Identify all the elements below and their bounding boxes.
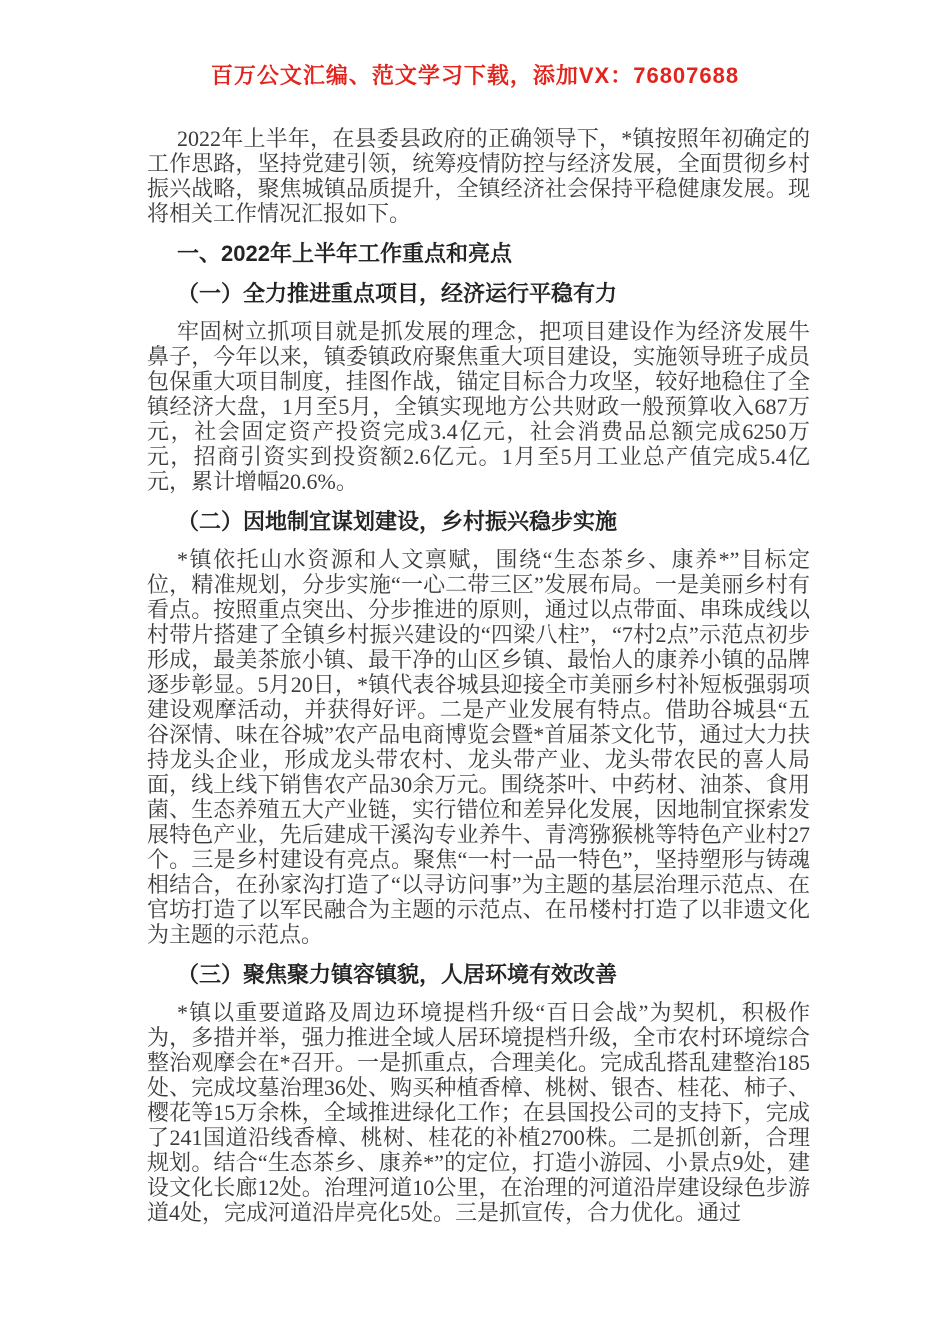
paragraph-living-environment: *镇以重要道路及周边环境提档升级“百日会战”为契机，积极作为，多措并举，强力推进全域人居环境提档升级，全市农村环境综合整治观摩会在*召开。一是抓重点，合理美化。完成乱搭乱建整治185处、完成坟墓治理36处、购买种植香樟、桃树、银杏、桂花、柿子、樱花等15万余株，全域推进绿化工作；在县国投公司的支持下，完成了241国道沿线香樟、桃树、桂花的补植2700株。二是抓创新，合理规划。结合“生态茶乡、康养*”的定位，打造小游园、小景点9处，建设文化长廊12处。治理河道10公里，在治理的河道沿岸建设绿色步游道4处，完成河道沿岸亮化5处。三是抓宣传，合力优化。通过 <box>147 1000 810 1225</box>
subsection-heading-1-1: （一）全力推进重点项目，经济运行平稳有力 <box>177 281 618 306</box>
subsection-heading-1-3: （三）聚焦聚力镇容镇貌，人居环境有效改善 <box>177 962 618 987</box>
document-body <box>147 126 810 1237</box>
intro-paragraph: 2022年上半年，在县委县政府的正确领导下，*镇按照年初确定的工作思路，坚持党建引领，统筹疫情防控与经济发展，全面贯彻乡村振兴战略，聚焦城镇品质提升，全镇经济社会保持平稳健康发展。现将相关工作情况汇报如下。 <box>147 126 810 226</box>
promo-watermark-text: 百万公文汇编、范文学习下载，添加VX：76807688 <box>210 63 740 88</box>
paragraph-key-projects: 牢固树立抓项目就是抓发展的理念，把项目建设作为经济发展牛鼻子，今年以来，镇委镇政府聚焦重大项目建设，实施领导班子成员包保重大项目制度，挂图作战，锚定目标合力攻坚，较好地稳住了全镇经济大盘，1月至5月，全镇实现地方公共财政一般预算收入687万元，社会固定资产投资完成3.4亿元，社会消费品总额完成6250万元，招商引资实到投资额2.6亿元。1月至5月工业总产值完成5.4亿元，累计增幅20.6%。 <box>147 319 810 494</box>
paragraph-rural-revitalization: *镇依托山水资源和人文禀赋，围绕“生态茶乡、康养*”目标定位，精准规划，分步实施“一心二带三区”发展布局。一是美丽乡村有看点。按照重点突出、分步推进的原则，通过以点带面、串珠成线以村带片搭建了全镇乡村振兴建设的“四梁八柱”，“7村2点”示范点初步形成，最美茶旅小镇、最干净的山区乡镇、最怡人的康养小镇的品牌逐步彰显。5月20日，*镇代表谷城县迎接全市美丽乡村补短板强弱项建设观摩活动，并获得好评。二是产业发展有特点。借助谷城县“五谷深情、味在谷城”农产品电商博览会暨*首届茶文化节，通过大力扶持龙头企业，形成龙头带农村、龙头带产业、龙头带农民的喜人局面，线上线下销售农产品30余万元。围绕茶叶、中药材、油茶、食用菌、生态养殖五大产业链，实行错位和差异化发展，因地制宜探索发展特色产业，先后建成干溪沟专业养牛、青湾猕猴桃等特色产业村27个。三是乡村建设有亮点。聚焦“一村一品一特色”，坚持塑形与铸魂相结合，在孙家沟打造了“以寻访问事”为主题的基层治理示范点、在官坊打造了以军民融合为主题的示范点、在吊楼村打造了以非遗文化为主题的示范点。 <box>147 547 810 947</box>
subsection-heading-1-2: （二）因地制宜谋划建设，乡村振兴稳步实施 <box>177 509 618 534</box>
section-heading-1: 一、2022年上半年工作重点和亮点 <box>177 241 512 266</box>
